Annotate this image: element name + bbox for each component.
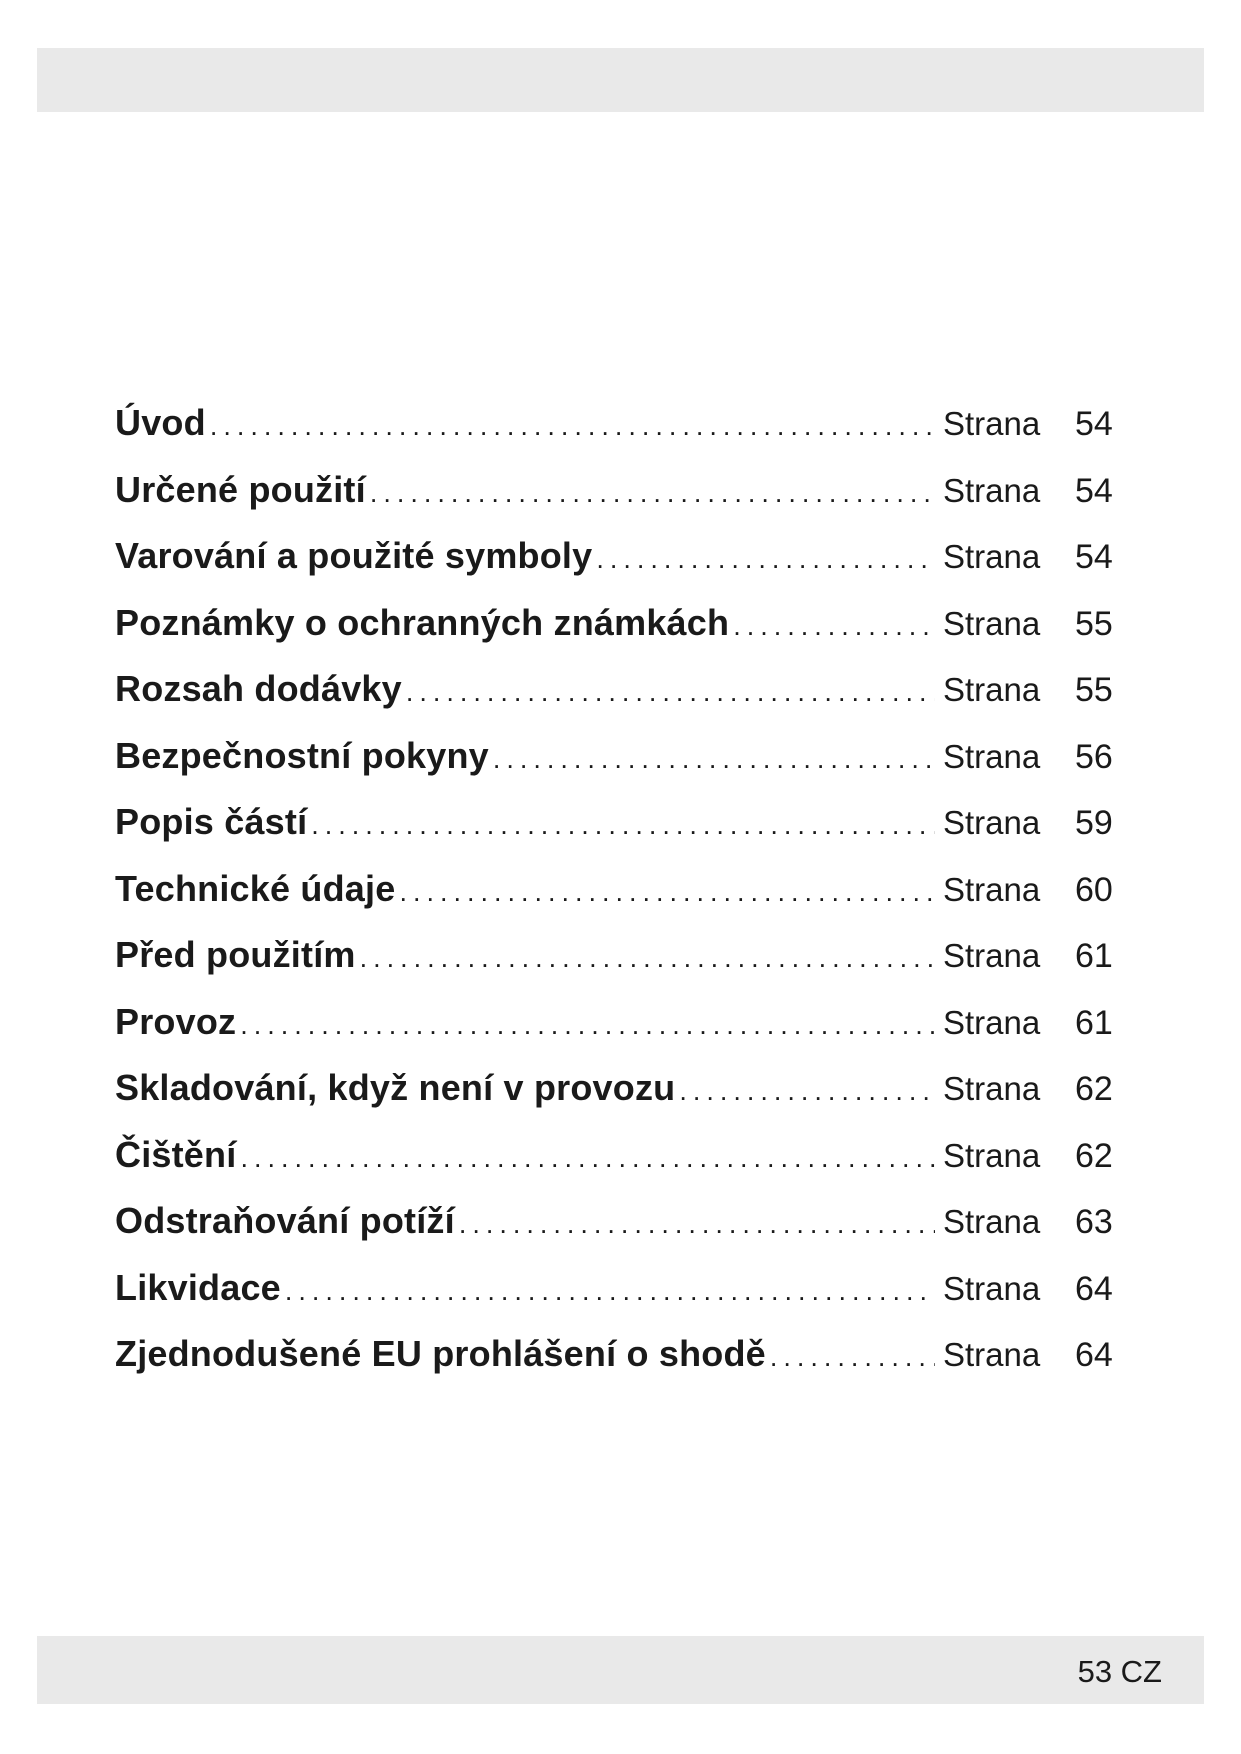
toc-page-label: Strana bbox=[943, 538, 1041, 575]
toc-entry-technicke-udaje[interactable] bbox=[115, 856, 1135, 923]
toc-entry-provoz[interactable] bbox=[115, 989, 1135, 1056]
toc-dot-leader bbox=[493, 726, 935, 793]
toc-entry-bezpecnostni-pokyny[interactable] bbox=[115, 723, 1135, 790]
toc-entry-title: Odstraňování potíží bbox=[115, 1200, 455, 1241]
toc-dot-leader bbox=[360, 925, 935, 992]
toc-page-number: 64 bbox=[1075, 1336, 1113, 1374]
toc-page-number: 61 bbox=[1075, 937, 1113, 975]
toc-entry-title: Rozsah dodávky bbox=[115, 668, 402, 709]
toc-entry-varovani[interactable] bbox=[115, 523, 1135, 590]
toc-page-number: 60 bbox=[1075, 870, 1113, 909]
toc-entry-rozsah-dodavky[interactable] bbox=[115, 656, 1135, 723]
toc-entry-title: Popis částí bbox=[115, 801, 308, 842]
toc-page-number: 56 bbox=[1075, 737, 1113, 776]
toc-entry-title: Skladování, když není v provozu bbox=[115, 1067, 676, 1108]
toc-entry-poznamky[interactable] bbox=[115, 590, 1135, 657]
toc-page-label: Strana bbox=[943, 1203, 1041, 1240]
toc-page-number: 54 bbox=[1075, 471, 1113, 510]
toc-page-number: 62 bbox=[1075, 1136, 1113, 1175]
toc-page-number: 54 bbox=[1075, 538, 1113, 576]
toc-dot-leader bbox=[399, 859, 935, 926]
toc-entry-pred-pouzitim[interactable] bbox=[115, 922, 1135, 989]
toc-page-number: 55 bbox=[1075, 604, 1113, 643]
toc-page-label: Strana bbox=[943, 804, 1041, 841]
toc-entry-urcene-pouziti[interactable] bbox=[115, 457, 1135, 524]
toc-entry-title: Provoz bbox=[115, 1000, 237, 1042]
toc-dot-leader bbox=[240, 992, 935, 1059]
toc-page-label: Strana bbox=[943, 737, 1041, 775]
toc-dot-leader bbox=[311, 792, 935, 859]
toc-entry-title: Poznámky o ochranných známkách bbox=[115, 601, 730, 643]
toc-page-label: Strana bbox=[943, 471, 1041, 509]
toc-entry-likvidace[interactable] bbox=[115, 1255, 1135, 1322]
toc-page-number: 59 bbox=[1075, 804, 1113, 842]
toc-dot-leader bbox=[285, 1258, 935, 1325]
toc-dot-leader bbox=[370, 460, 935, 527]
toc-entry-title: Technické údaje bbox=[115, 867, 396, 909]
toc-page-label: Strana bbox=[943, 1269, 1041, 1307]
toc-page-number: 62 bbox=[1075, 1070, 1113, 1108]
toc-page-number: 63 bbox=[1075, 1203, 1113, 1241]
toc-page-number: 54 bbox=[1075, 405, 1113, 443]
toc-page-label: Strana bbox=[943, 604, 1041, 642]
toc-entry-title: Úvod bbox=[115, 402, 206, 443]
toc-page-label: Strana bbox=[943, 671, 1041, 708]
toc-entry-eu-prohlaseni[interactable] bbox=[115, 1321, 1135, 1388]
toc-page-label: Strana bbox=[943, 1003, 1041, 1041]
toc-dot-leader bbox=[733, 593, 935, 660]
toc-page-label: Strana bbox=[943, 1336, 1041, 1373]
toc-dot-leader bbox=[770, 1324, 935, 1391]
toc-dot-leader bbox=[240, 1125, 935, 1192]
toc-dot-leader bbox=[459, 1191, 935, 1258]
toc-dot-leader bbox=[406, 659, 935, 726]
toc-entry-title: Bezpečnostní pokyny bbox=[115, 734, 489, 776]
toc-entry-skladovani[interactable] bbox=[115, 1055, 1135, 1122]
toc-dot-leader bbox=[210, 393, 935, 460]
toc-entry-title: Před použitím bbox=[115, 934, 356, 975]
footer-page-number: 53 CZ bbox=[1077, 1654, 1162, 1689]
toc-entry-popis-casti[interactable] bbox=[115, 789, 1135, 856]
table-of-contents bbox=[115, 390, 1135, 1388]
toc-page-number: 55 bbox=[1075, 671, 1113, 709]
toc-page-label: Strana bbox=[943, 937, 1041, 974]
toc-page-label: Strana bbox=[943, 405, 1041, 442]
toc-dot-leader bbox=[679, 1058, 935, 1125]
toc-dot-leader bbox=[596, 526, 935, 593]
toc-page-label: Strana bbox=[943, 1070, 1041, 1107]
toc-entry-odstranovani-potizi[interactable] bbox=[115, 1188, 1135, 1255]
toc-entry-title: Určené použití bbox=[115, 468, 366, 510]
toc-entry-title: Čištění bbox=[115, 1133, 237, 1175]
footer-bar bbox=[37, 1636, 1204, 1704]
toc-entry-title: Likvidace bbox=[115, 1266, 281, 1308]
toc-entry-uvod[interactable] bbox=[115, 390, 1135, 457]
toc-entry-title: Zjednodušené EU prohlášení o shodě bbox=[115, 1333, 766, 1374]
toc-page-number: 64 bbox=[1075, 1269, 1113, 1308]
header-bar bbox=[37, 48, 1204, 112]
toc-entry-title: Varování a použité symboly bbox=[115, 535, 593, 576]
toc-page-label: Strana bbox=[943, 1136, 1041, 1174]
toc-entry-cisteni[interactable] bbox=[115, 1122, 1135, 1189]
toc-page-number: 61 bbox=[1075, 1003, 1113, 1042]
toc-page-label: Strana bbox=[943, 870, 1041, 908]
